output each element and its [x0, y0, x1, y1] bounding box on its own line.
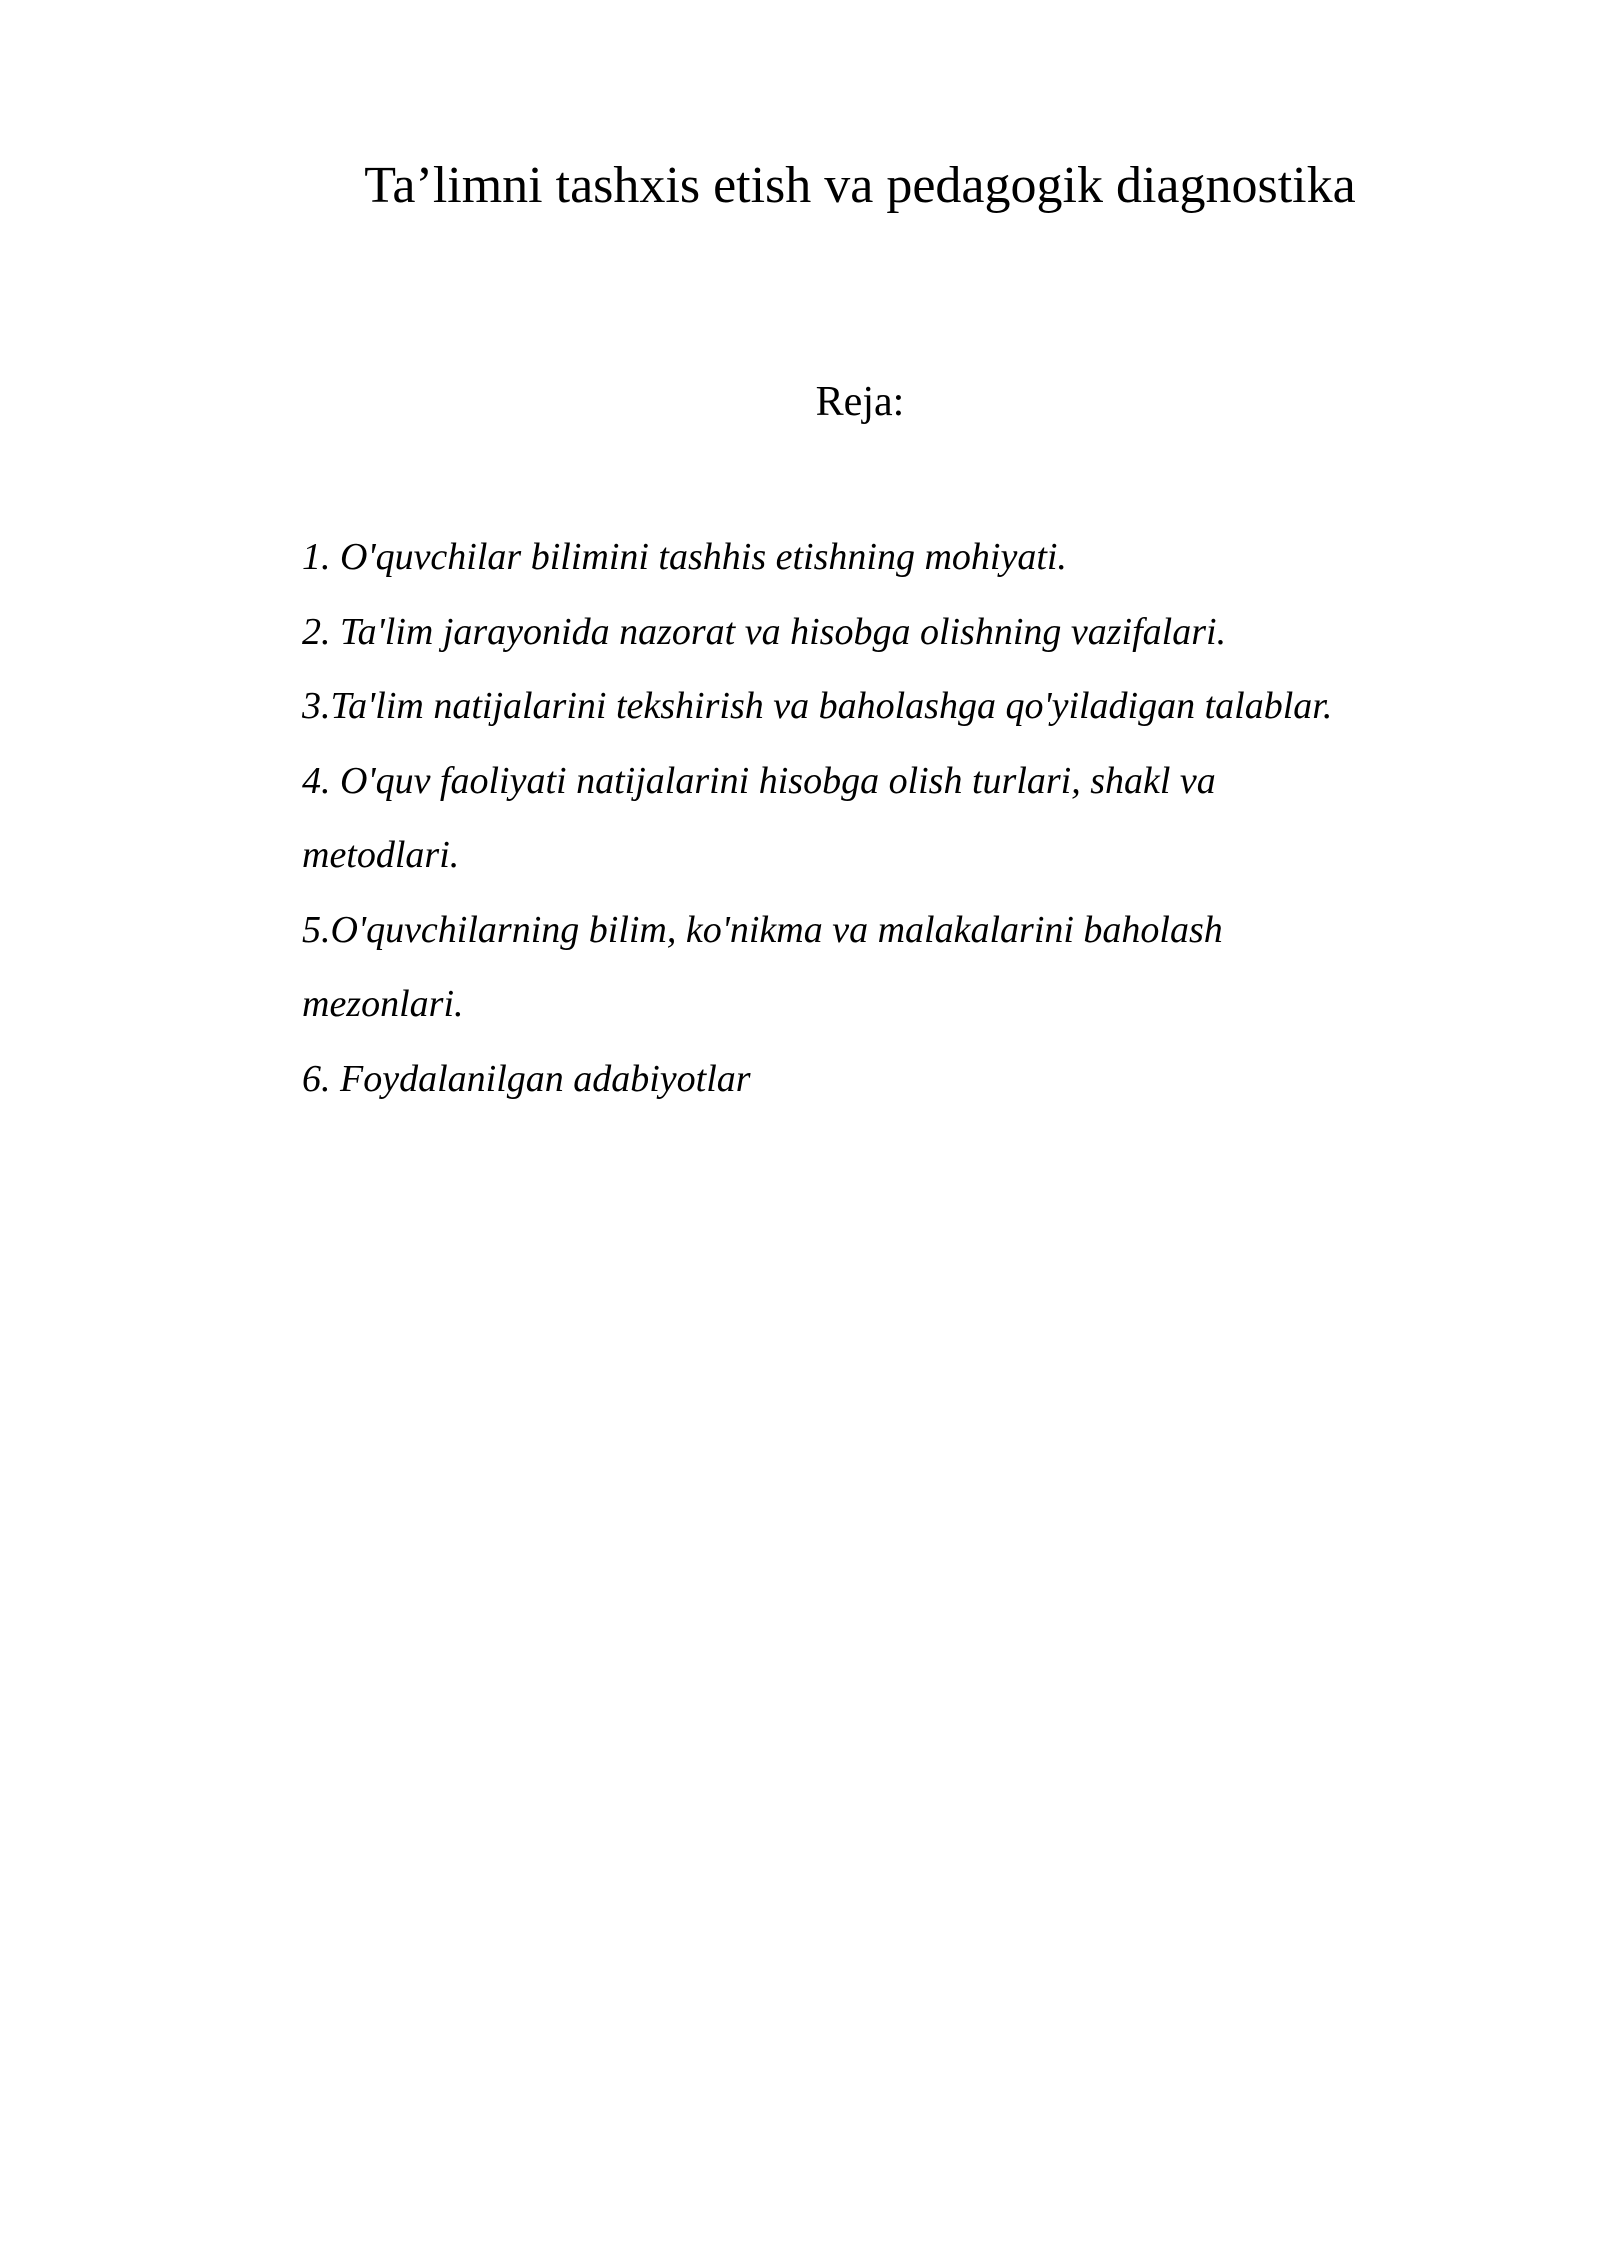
plan-heading: Reja:: [815, 379, 905, 425]
plan-item-4-continuation: metodlari.: [302, 834, 460, 876]
plan-item-5-continuation: mezonlari.: [302, 983, 464, 1025]
plan-item-3: 3.Ta'lim natijalarini tekshirish va baholashga qo'yiladigan talablar.: [302, 685, 1333, 727]
plan-item-2: 2. Ta'lim jarayonida nazorat va hisobga olishning vazifalari.: [302, 610, 1227, 653]
plan-item-4: 4. O'quv faoliyati natijalarini hisobga olish turlari, shakl va: [302, 759, 1216, 802]
document-title: Ta’limni tashxis etish va pedagogik diagnostika: [364, 157, 1356, 214]
plan-item-5: 5.O'quvchilarning bilim, ko'nikma va malakalarini baholash: [302, 908, 1223, 951]
plan-item-6: 6. Foydalanilgan adabiyotlar: [302, 1057, 751, 1100]
plan-list: [302, 520, 1502, 1116]
plan-item-1: 1. O'quvchilar bilimini tashhis etishning mohiyati.: [302, 536, 1067, 578]
